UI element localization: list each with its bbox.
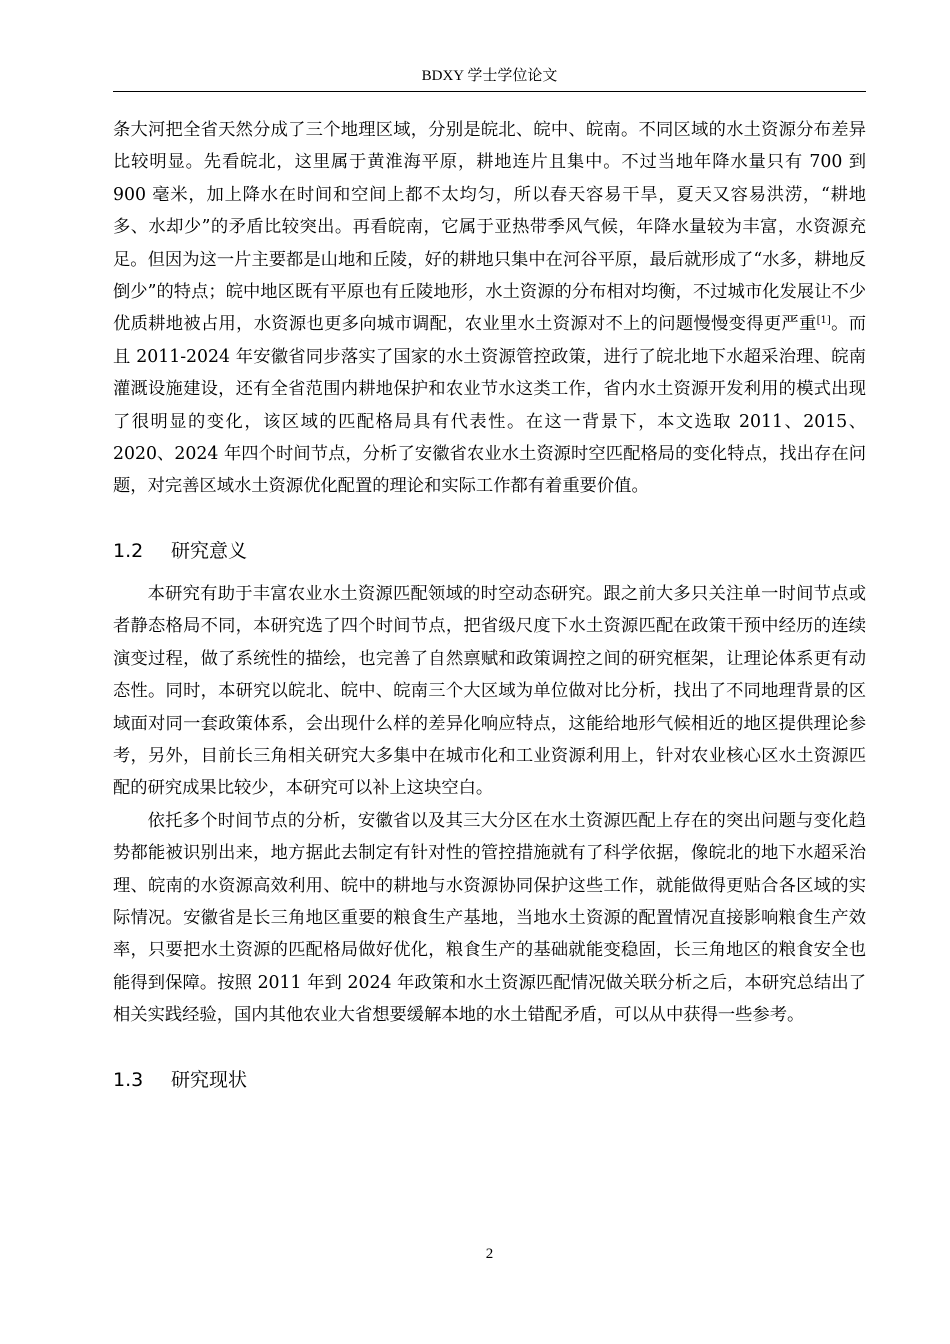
section-number: 1.3 — [113, 1068, 144, 1091]
section-number: 1.2 — [113, 539, 144, 562]
citation-marker[interactable]: [1] — [816, 315, 831, 327]
intro-text-after-citation: 。而且 2011-2024 年安徽省同步落实了国家的水土资源管控政策，进行了皖北地下水超采治理、皖南灌溉设施建设，还有全省范围内耕地保护和农业节水这类工作，省内水土资源开发利用的模式出现了很明显的变化，该区域的匹配格局具有代表性。在这一背景下，本文选取 2011、2015、2020、2024 年四个时间节点，分析了安徽省农业水土资源时空匹配格局的变化特点，找出存在问题，对完善区域水土资源优化配置的理论和实际工作都有着重要价值。 — [113, 314, 866, 497]
running-header: BDXY 学士学位论文 — [421, 68, 558, 84]
section-heading-1-2 — [113, 538, 866, 564]
section-title: 研究现状 — [171, 1068, 248, 1091]
header-divider — [113, 91, 866, 92]
intro-text-before-citation: 条大河把全省天然分成了三个地理区域，分别是皖北、皖中、皖南。不同区域的水土资源分布差异比较明显。先看皖北，这里属于黄淮海平原，耕地连片且集中。不过当地年降水量只有 700 到 900 毫米，加上降水在时间和空间上都不太均匀，所以春天容易干旱，夏天又容易洪涝，“耕地多、水却少”的矛盾比较突出。再看皖南，它属于亚热带季风气候，年降水量较为丰富，水资源充足。但因为这一片主要都是山地和丘陵，好的耕地只集中在河谷平原，最后就形成了“水多，耕地反倒少”的特点；皖中地区既有平原也有丘陵地形，水土资源的分布相对均衡，不过城市化发展让不少优质耕地被占用，水资源也更多向城市调配，农业里水土资源对不上的问题慢慢变得更严重 — [113, 120, 866, 335]
significance-paragraph-2: 依托多个时间节点的分析，安徽省以及其三大分区在水土资源匹配上存在的突出问题与变化趋势都能被识别出来，地方据此去制定有针对性的管控措施就有了科学依据，像皖北的地下水超采治理、皖南的水资源高效利用、皖中的耕地与水资源协同保护这些工作，就能做得更贴合各区域的实际情况。安徽省是长三角地区重要的粮食生产基地，当地水土资源的配置情况直接影响粮食生产效率，只要把水土资源的匹配格局做好优化，粮食生产的基础就能变稳固，长三角地区的粮食安全也能得到保障。按照 2011 年到 2024 年政策和水土资源匹配情况做关联分析之后，本研究总结出了相关实践经验，国内其他农业大省想要缓解本地的水土错配矛盾，可以从中获得一些参考。 — [113, 810, 866, 1026]
page-number: 2 — [485, 1246, 494, 1262]
significance-paragraph-1: 本研究有助于丰富农业水土资源匹配领域的时空动态研究。跟之前大多只关注单一时间节点或者静态格局不同，本研究选了四个时间节点，把省级尺度下水土资源匹配在政策干预中经历的连续演变过程，做了系统性的描绘，也完善了自然禀赋和政策调控之间的研究框架，让理论体系更有动态性。同时，本研究以皖北、皖中、皖南三个大区域为单位做对比分析，找出了不同地理背景的区域面对同一套政策体系，会出现什么样的差异化响应特点，这能给地形气候相近的地区提供理论参考，另外，目前长三角相关研究大多集中在城市化和工业资源利用上，针对农业核心区水土资源匹配的研究成果比较少，本研究可以补上这块空白。 — [113, 583, 866, 799]
page-body — [113, 114, 866, 1107]
section-title: 研究意义 — [171, 539, 248, 562]
section-heading-1-3 — [113, 1067, 866, 1093]
intro-paragraph — [113, 114, 866, 503]
